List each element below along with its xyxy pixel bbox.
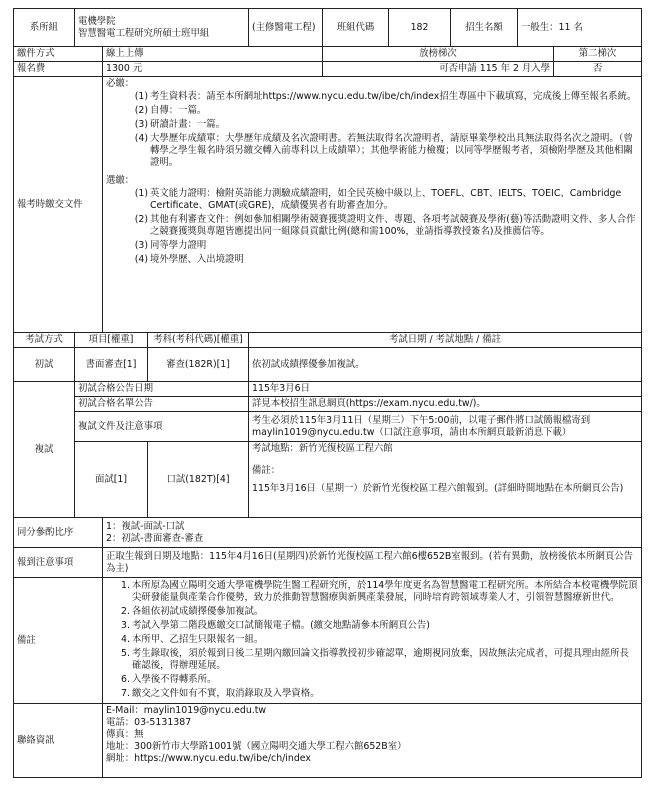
second-row-list (14, 397, 642, 412)
initial-row (14, 348, 642, 382)
list-item (124, 91, 638, 103)
list-item-number: 1. (121, 580, 130, 591)
second-row-value: 詳見本校招生訊息網頁(https://exam.nycu.edu.tw/)。 (249, 397, 642, 412)
dept-name (75, 9, 249, 47)
fee-label: 報名費 (14, 62, 103, 77)
method-label: 繳件方式 (14, 47, 103, 62)
second-remark-label: 備註： (252, 465, 281, 476)
admission-table (13, 8, 642, 778)
list-item-number: 4. (121, 634, 130, 645)
second-row-interview (14, 442, 642, 518)
list-item-text: 其他有利審查文件：例如參加相關學術競賽獲獎證明文件、專題、各項考試競賽及學術(藝)等活動證明文件、多人合作之競賽獲獎與專題皆應提出同一組隊員貢獻比例(總和需100%，並請指導教授簽名)及推薦信等。 (150, 214, 636, 237)
list-item-text: 繳交之文件如有不實，取消錄取及入學資格。 (132, 688, 320, 699)
fee-row (14, 62, 642, 77)
second-row-key: 初試合格公告日期 (75, 382, 249, 397)
report-notice-row (14, 548, 642, 578)
list-item-number: (1) (134, 91, 148, 102)
documents-content (103, 77, 642, 333)
list-item (124, 133, 638, 169)
second-row-date (14, 382, 642, 397)
exam-header-row (14, 333, 642, 348)
contact-address: 地址：300新竹市大學路1001號（國立陽明交通大學工程六館652B室） (106, 741, 407, 752)
same-order-content (103, 518, 642, 548)
early-admission-value: 否 (554, 62, 642, 77)
list-item (124, 188, 638, 212)
list-item-text: 考試入學第二階段應繳交口試簡報電子檔。(繳交地點請參本所網頁公告) (132, 620, 430, 631)
list-item-text: 自傳：一篇。 (150, 105, 207, 116)
dept-label: 系所組 (14, 9, 75, 47)
list-item (106, 674, 638, 686)
list-item (106, 606, 638, 618)
exam-method-header: 考試方式 (14, 333, 75, 348)
list-item-number: 5. (121, 648, 130, 659)
contact-phone: 電話：03-5131387 (106, 717, 192, 728)
second-remark: 115年3月16日（星期一）於新竹光復校區工程六館報到。(詳細時間地點在本所網頁公告) (252, 483, 624, 494)
optional-list (106, 188, 638, 266)
second-row-key: 複試文件及注意事項 (75, 412, 249, 442)
remarks-label: 備註 (14, 578, 103, 704)
list-item-number: 2. (121, 606, 130, 617)
list-item (124, 254, 638, 266)
contact-content (103, 704, 642, 778)
exam-schedule-header: 考試日期 / 考試地點 / 備註 (249, 333, 642, 348)
major-field: (主修醫電工程) (249, 9, 323, 47)
list-item (106, 688, 638, 700)
initial-subject: 審查(182R)[1] (148, 348, 249, 382)
method-row (14, 47, 642, 62)
list-item (124, 240, 638, 252)
quota-label: 招生名額 (451, 9, 518, 47)
list-item-text: 境外學歷、入出境證明 (150, 254, 244, 265)
optional-title: 選繳： (106, 175, 135, 186)
group-code: 182 (389, 9, 451, 47)
list-item-text: 大學歷年成績單：大學歷年成績及名次證明書。若無法取得名次證明者，請原畢業學校出具無法取得名次之證明。（曾轉學之學生報名時須另繳交轉入前專科以上成績單）；其他學術能力檢覆；以同等學歷報考者，須檢附學歷及其他相關證明。 (150, 133, 633, 168)
list-item-number: 3. (121, 620, 130, 631)
second-place-remark (249, 442, 642, 518)
list-item-text: 入學後不得轉系所。 (132, 674, 217, 685)
quota-value: 一般生：11 名 (518, 9, 642, 47)
required-title: 必繳： (106, 78, 135, 89)
exam-subject-header: 考科(考科代碼)[權重] (148, 333, 249, 348)
report-notice-label: 報到注意事項 (14, 548, 103, 578)
list-item (106, 634, 638, 646)
second-row-key: 初試合格名單公告 (75, 397, 249, 412)
same-order-label: 同分參酌比序 (14, 518, 103, 548)
list-item-number: 7. (121, 688, 130, 699)
second-row-value: 考生必須於115年3月11日（星期三）下午5:00前，以電子郵件將口試簡報檔寄到maylin1019@nycu.edu.tw（口試注意事項，請由本所網頁最新消息下載） (249, 412, 642, 442)
fee-value: 1300 元 (103, 62, 323, 77)
contact-fax: 傳真：無 (106, 729, 144, 740)
second-label: 複試 (14, 382, 75, 518)
group-code-label: 班組代碼 (323, 9, 389, 47)
second-item: 面試[1] (75, 442, 148, 518)
list-item (106, 648, 638, 672)
list-item (124, 119, 638, 131)
same-order-row (14, 518, 642, 548)
list-item-number: (2) (134, 105, 148, 116)
contact-email[interactable]: E-Mail：maylin1019@nycu.edu.tw (106, 705, 267, 716)
initial-label: 初試 (14, 348, 75, 382)
list-item-text: 本所甲、乙招生只限報名一組。 (132, 634, 264, 645)
contact-website[interactable]: 網址：https://www.nycu.edu.tw/ibe/ch/index (106, 753, 311, 764)
list-item-number: (3) (134, 240, 148, 251)
initial-item: 書面審查[1] (75, 348, 148, 382)
same-order-item: 1：複試-面試-口試 (106, 520, 185, 532)
contact-label: 聯絡資訊 (14, 704, 103, 778)
list-item (124, 214, 638, 238)
second-place: 考試地點：新竹光復校區工程六館 (252, 443, 393, 454)
report-notice-text: 正取生報到日期及地點：115年4月16日(星期四)於新竹光復校區工程六館6樓652B室報到。(若有異動，放榜後依本所網頁公告為主) (103, 548, 642, 578)
list-item-number: (4) (134, 254, 148, 265)
list-item-number: (1) (134, 188, 148, 199)
list-item-text: 英文能力證明：檢附英語能力測驗成績證明，如全民英檢中級以上、TOEFL、CBT、IELTS、TOEIC、Cambridge Certificate、GMAT(或GRE)，成績優異者有助審查加分。 (150, 188, 622, 211)
method-value: 線上上傳 (103, 47, 323, 62)
same-order-item: 2：初試-書面審查-審查 (106, 532, 204, 544)
early-admission-label: 可否申請 115 年 2 月入學 (323, 62, 554, 77)
header-row (14, 9, 642, 47)
initial-note: 依初試成績擇優參加複試。 (249, 348, 642, 382)
tier-label: 放榜梯次 (323, 47, 554, 62)
contact-row (14, 704, 642, 778)
dept-name-line1: 電機學院 (78, 15, 116, 27)
list-item-text: 考生資料表：請至本所網址https://www.nycu.edu.tw/ibe/ch/index招生專區中下載填寫，完成後上傳至報名系統。 (150, 91, 637, 102)
exam-item-header: 項目[權重] (75, 333, 148, 348)
list-item-text: 同等學力證明 (150, 240, 207, 251)
dept-name-line2: 智慧醫電工程研究所碩士班甲組 (78, 27, 210, 39)
second-row-docs (14, 412, 642, 442)
tier2-label: 第二梯次 (554, 47, 642, 62)
list-item-number: (3) (134, 119, 148, 130)
list-item (106, 620, 638, 632)
list-item-number: (4) (134, 133, 148, 144)
second-row-value: 115年3月6日 (249, 382, 642, 397)
list-item (124, 105, 638, 117)
documents-label: 報考時繳交文件 (14, 77, 103, 333)
required-list (106, 91, 638, 169)
documents-row (14, 77, 642, 333)
list-item (106, 580, 638, 604)
list-item-text: 各組依初試成績擇優參加複試。 (132, 606, 264, 617)
list-item-text: 研讀計畫：一篇。 (150, 119, 226, 130)
list-item-text: 考生錄取後，須於報到日後二星期內繳回論文指導教授初步確認單，逾期視同放棄，因故無法完成者，可提具理由經所長確認後，得辦理延展。 (132, 648, 629, 671)
list-item-text: 本所原為國立陽明交通大學電機學院生醫工程研究所，於114學年度更名為智慧醫電工程研究所。本所結合本校電機學院頂尖研發能量與產業合作優勢，致力於推動智慧醫療與新興產業發展，同時培育跨領域專業人才，引領智慧醫療新世代。 (132, 580, 638, 603)
list-item-number: 6. (121, 674, 130, 685)
remarks-list (103, 578, 642, 704)
remarks-row (14, 578, 642, 704)
second-subject: 口試(182T)[4] (148, 442, 249, 518)
list-item-number: (2) (134, 214, 148, 225)
